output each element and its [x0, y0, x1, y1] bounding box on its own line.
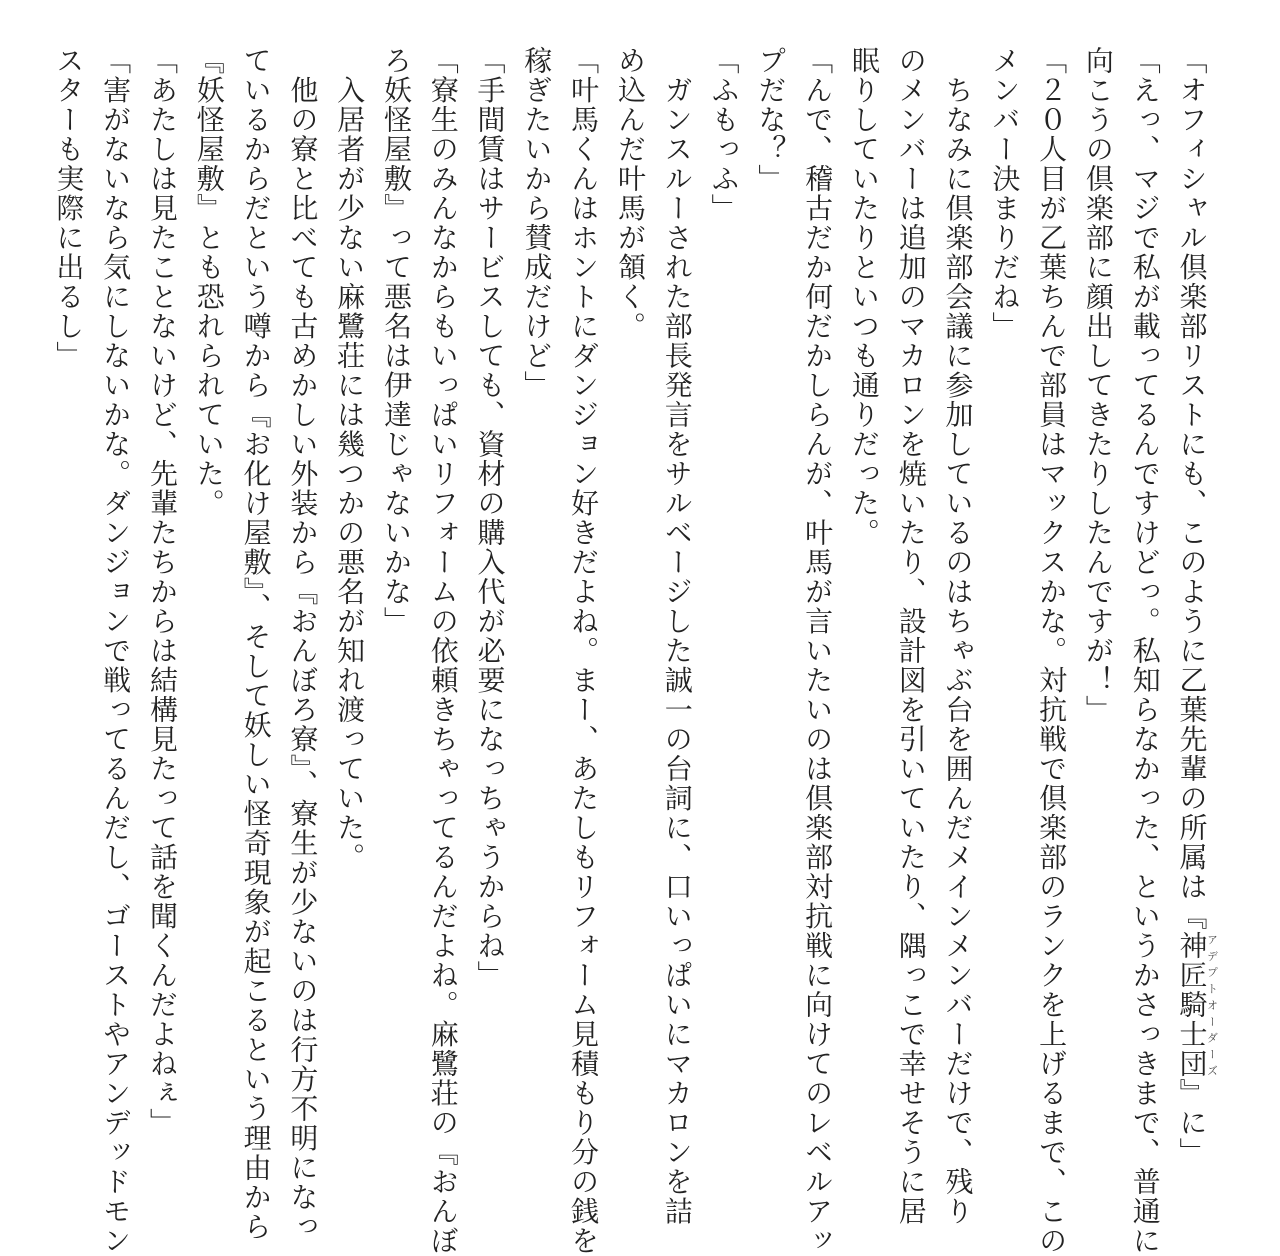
text-segment: 』に」 — [1175, 1078, 1209, 1167]
text-column: 『妖怪屋敷』とも恐れられていた。 — [192, 46, 226, 518]
text-column: 「あたしは見たことないけど、先輩たちからは結構見たって話を聞くんだよねぇ」 — [145, 46, 179, 1138]
text-column: 「んで、稽古だか何だかしらんが、叶馬が言いたいのは倶楽部対抗戦に向けてのレベルアッ — [801, 46, 835, 1256]
text-column: 「２０人目が乙葉ちんで部員はマックスかな。対抗戦で倶楽部のランクを上げるまで、この — [1035, 46, 1069, 1256]
text-column: 他の寮と比べても古めかしい外装から『おんぼろ寮』、寮生が少ないのは行方不明になっ — [286, 46, 320, 1242]
ruby-base: 神匠騎士団 — [1175, 931, 1209, 1079]
text-column: ろ妖怪屋敷』って悪名は伊達じゃないかな」 — [379, 46, 413, 636]
text-column: プだな？」 — [754, 46, 788, 194]
text-column: ガンスルーされた部長発言をサルベージした誠一の台詞に、口いっぱいにマカロンを詰 — [660, 46, 694, 1226]
text-column: 入居者が少ない麻鷺荘には幾つかの悪名が知れ渡っていた。 — [333, 46, 367, 872]
text-column: メンバー決まりだね」 — [988, 46, 1022, 341]
text-column: 眠りしていたりといつも通りだった。 — [847, 46, 881, 548]
text-column: ちなみに倶楽部会議に参加しているのはちゃぶ台を囲んだメインメンバーだけで、残り — [941, 46, 975, 1226]
text-segment: 「オフィシャル倶楽部リストにも、このように乙葉先輩の所属は『 — [1175, 46, 1209, 931]
text-column: 向こうの倶楽部に顔出してきたりしたんですが！」 — [1081, 46, 1115, 725]
text-column: め込んだ叶馬が頷く。 — [613, 46, 647, 341]
text-column: のメンバーは追加のマカロンを焼いたり、設計図を引いていたり、隅っこで幸せそうに居 — [894, 46, 928, 1226]
text-column: 稼ぎたいから賛成だけど」 — [520, 46, 554, 400]
ruby-term — [1175, 931, 1219, 1079]
text-column: 「叶馬くんはホントにダンジョン好きだよね。まー、あたしもリフォーム見積もり分の銭を — [567, 46, 601, 1256]
text-column: 「手間賃はサービスしても、資材の購入代が必要になっちゃうからね」 — [473, 46, 507, 990]
text-column: スターも実際に出るし」 — [52, 46, 86, 371]
text-column: 「えっ、マジで私が載ってるんですけどっ。私知らなかった、というかさっきまで、普通に — [1128, 46, 1162, 1256]
text-column: 「寮生のみんなからもいっぱいリフォームの依頼きちゃってるんだよね。麻鷺荘の『おんぼ — [426, 46, 460, 1256]
ruby-reading: アデプトオーダーズ — [1205, 931, 1219, 1079]
vertical-text-page — [45, 46, 1219, 1256]
text-column: 「害がないなら気にしないかな。ダンジョンで戦ってるんだし、ゴーストやアンデッドモン — [99, 46, 133, 1256]
text-column: 「ふもっふ」 — [707, 46, 741, 223]
text-column: ているからだという噂から『お化け屋敷』、そして妖しい怪奇現象が起こるという理由から — [239, 46, 273, 1242]
text-column — [1168, 46, 1219, 1167]
